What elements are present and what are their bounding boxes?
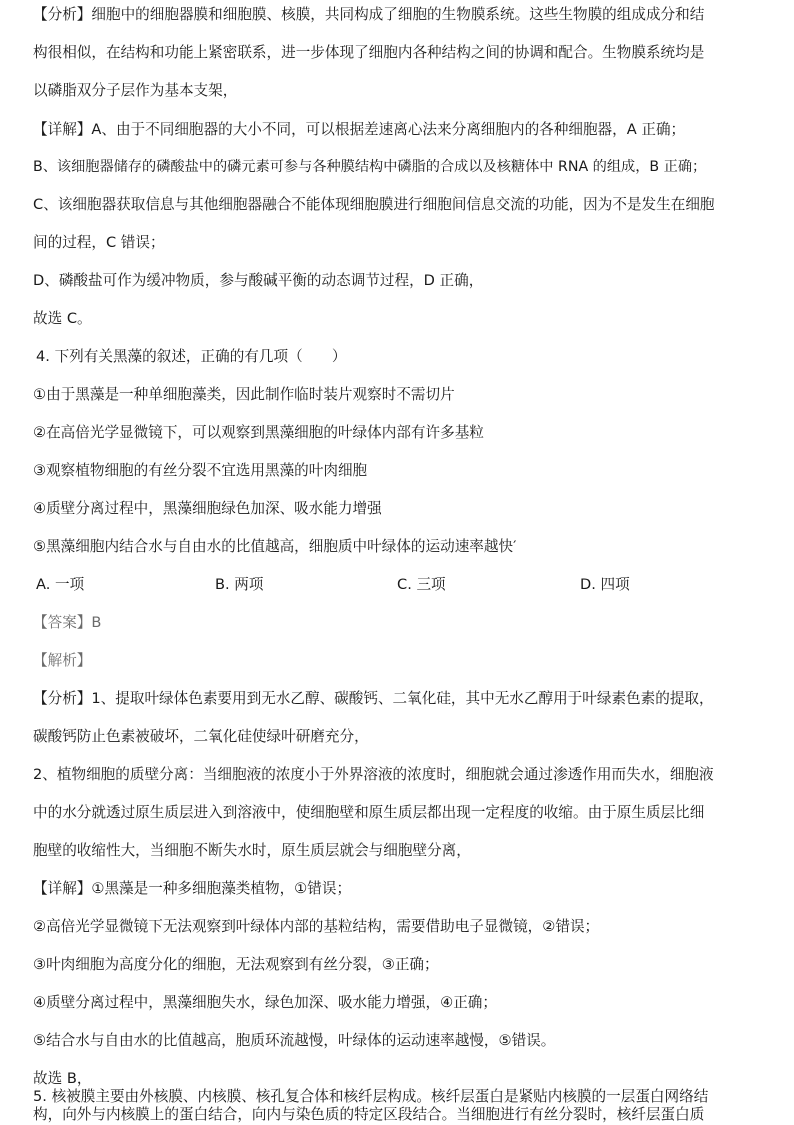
text-line: 中的水分就透过原生质层进入到溶液中，使细胞壁和原生质层都出现一定程度的收缩。由于原生质层比细 — [33, 804, 705, 821]
question-5-line: 构，向外与内核膜上的蛋白结合，向内与染色质的特定区段结合。当细胞进行有丝分裂时，核纤层蛋白质 — [33, 1106, 705, 1123]
text-line: 构很相似，在结构和功能上紧密联系，进一步体现了细胞内各种结构之间的协调和配合。生物膜系统均是 — [33, 44, 705, 61]
text-line: D、磷酸盐可作为缓冲物质，参与酸碱平衡的动态调节过程，D 正确， — [33, 272, 484, 289]
text-line: 【分析】细胞中的细胞器膜和细胞膜、核膜，共同构成了细胞的生物膜系统。这些生物膜的组成成分和结 — [33, 6, 705, 23]
statement-3: ③观察植物细胞的有丝分裂不宜选用黑藻的叶肉细胞 — [33, 462, 368, 479]
text-line: 【详解】A、由于不同细胞器的大小不同，可以根据差速离心法来分离细胞内的各种细胞器，A 正确； — [33, 121, 686, 138]
analysis-label: 【解析】 — [33, 652, 92, 669]
text-line: 2、植物细胞的质壁分离：当细胞液的浓度小于外界溶液的浓度时，细胞就会通过渗透作用而失水，细胞液 — [33, 766, 714, 783]
text-line: 【详解】①黑藻是一种多细胞藻类植物，①错误； — [33, 880, 352, 897]
option-a: A. 一项 — [36, 576, 85, 593]
statement-4: ④质壁分离过程中，黑藻细胞绿色加深、吸水能力增强 — [33, 500, 382, 517]
statement-5: ⑤黑藻细胞内结合水与自由水的比值越高，细胞质中叶绿体的运动速率越快′ — [33, 538, 517, 555]
option-c: C. 三项 — [397, 576, 446, 593]
text-line: ③叶肉细胞为高度分化的细胞，无法观察到有丝分裂，③正确； — [33, 956, 439, 973]
text-line: 间的过程，C 错误； — [33, 234, 165, 251]
statement-2: ②在高倍光学显微镜下，可以观察到黑藻细胞的叶绿体内部有许多基粒 — [33, 424, 484, 441]
text-line: 【分析】1、提取叶绿体色素要用到无水乙醇、碳酸钙、二氧化硅，其中无水乙醇用于叶绿素色素的提取， — [33, 690, 714, 707]
text-line: 故选 B， — [33, 1070, 92, 1087]
text-line: 胞壁的收缩性大，当细胞不断失水时，原生质层就会与细胞壁分离， — [33, 842, 471, 859]
text-line: 故选 C。 — [33, 310, 92, 327]
question-stem: 4. 下列有关黑藻的叙述，正确的有几项（ ） — [36, 348, 347, 365]
text-line: 碳酸钙防止色素被破坏，二氧化硅使绿叶研磨充分， — [33, 728, 369, 745]
text-line: ②高倍光学显微镜下无法观察到叶绿体内部的基粒结构，需要借助电子显微镜，②错误； — [33, 918, 600, 935]
option-b: B. 两项 — [215, 576, 264, 593]
text-line: C、该细胞器获取信息与其他细胞器融合不能体现细胞膜进行细胞间信息交流的功能，因为不是发生在细胞 — [33, 196, 715, 213]
statement-1: ①由于黑藻是一种单细胞藻类，因此制作临时装片观察时不需切片 — [33, 386, 455, 403]
option-d: D. 四项 — [580, 576, 630, 593]
text-line: B、该细胞器储存的磷酸盐中的磷元素可参与各种膜结构中磷脂的合成以及核糖体中 RNA 的组成，B 正确； — [33, 159, 707, 175]
text-line: ④质壁分离过程中，黑藻细胞失水，绿色加深、吸水能力增强，④正确； — [33, 994, 497, 1011]
text-line: ⑤结合水与自由水的比值越高，胞质环流越慢，叶绿体的运动速率越慢，⑤错误。 — [33, 1032, 556, 1049]
text-line: 以磷脂双分子层作为基本支架， — [33, 82, 238, 99]
question-5-line: 5. 核被膜主要由外核膜、内核膜、核孔复合体和核纤层构成。核纤层蛋白是紧贴内核膜的一层蛋白网络结 — [33, 1088, 709, 1105]
answer-label: 【答案】B — [33, 614, 102, 631]
